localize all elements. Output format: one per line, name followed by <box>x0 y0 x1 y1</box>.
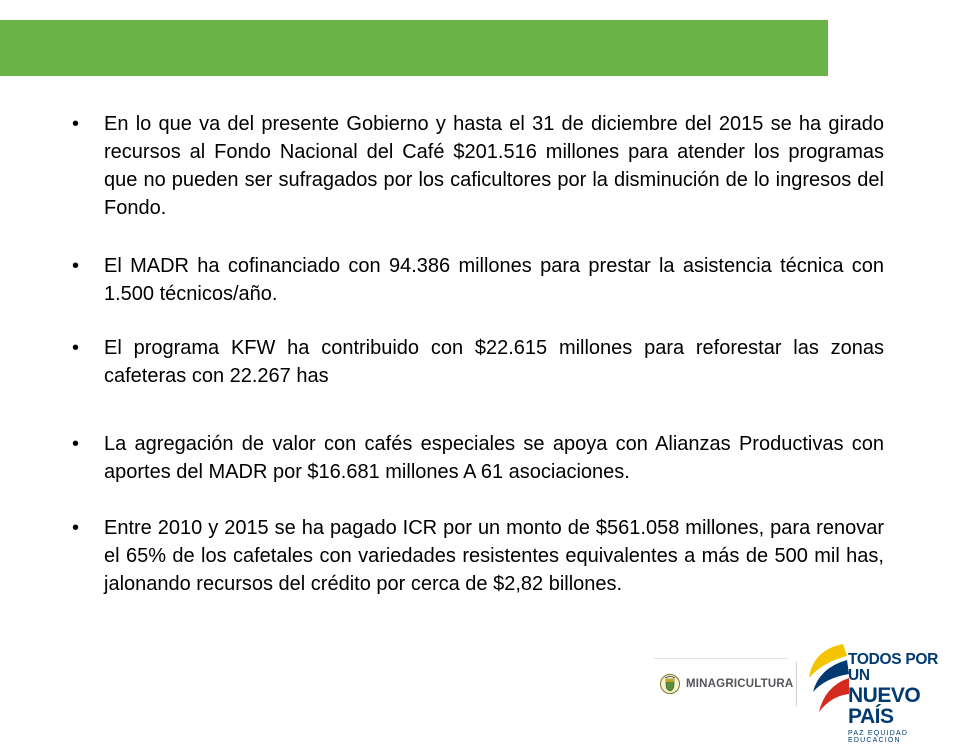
flag-swoosh-icon <box>803 640 849 716</box>
slogan-line-1: TODOS POR UN <box>848 651 939 684</box>
bullet-item-fondo-nacional <box>72 110 884 222</box>
bullet-item-cafes-especiales <box>72 430 884 486</box>
bullet-item-asistencia-tecnica <box>72 252 884 308</box>
slogan-line-3: PAZ EQUIDAD EDUCACIÓN <box>848 730 909 744</box>
logo-divider <box>796 662 797 706</box>
header-bar <box>0 20 828 76</box>
bullet-marker: • <box>72 517 80 539</box>
bullet-text: El MADR ha cofinanciado con 94.386 millones para prestar la asistencia técnica con 1.500 técnicos/año. <box>104 255 884 305</box>
bullet-text: La agregación de valor con cafés especiales se apoya con Alianzas Productivas con aportes del MADR por $16.681 millones A 61 asociaciones. <box>104 433 884 483</box>
bullet-marker: • <box>72 337 80 359</box>
bullet-item-kfw <box>72 334 884 390</box>
bullet-text: El programa KFW ha contribuido con $22.615 millones para reforestar las zonas cafeteras con 22.267 has <box>104 337 884 387</box>
bullet-text: Entre 2010 y 2015 se ha pagado ICR por un monto de $561.058 millones, para renovar el 65% de los cafetales con variedades resistentes equivalentes a más de 500 mil has, jalonando recursos del crédito por cerca de $2,82 billones. <box>104 517 884 595</box>
slogan-line-2: NUEVO PAÍS <box>848 684 921 728</box>
bullet-marker: • <box>72 433 80 455</box>
ministry-label: MINAGRICULTURA <box>686 678 794 690</box>
coat-of-arms-icon <box>660 673 680 695</box>
bullet-marker: • <box>72 255 80 277</box>
bullet-text: En lo que va del presente Gobierno y hasta el 31 de diciembre del 2015 se ha girado recursos al Fondo Nacional del Café $201.516 millones para atender los programas que no pueden ser sufragados por los caficultores por la disminución de lo ingresos del Fondo. <box>104 113 884 219</box>
bullet-marker: • <box>72 113 80 135</box>
bullet-list <box>72 110 884 598</box>
bullet-item-icr <box>72 514 884 598</box>
slogan-logo <box>848 652 956 744</box>
minagricultura-logo <box>660 672 793 696</box>
